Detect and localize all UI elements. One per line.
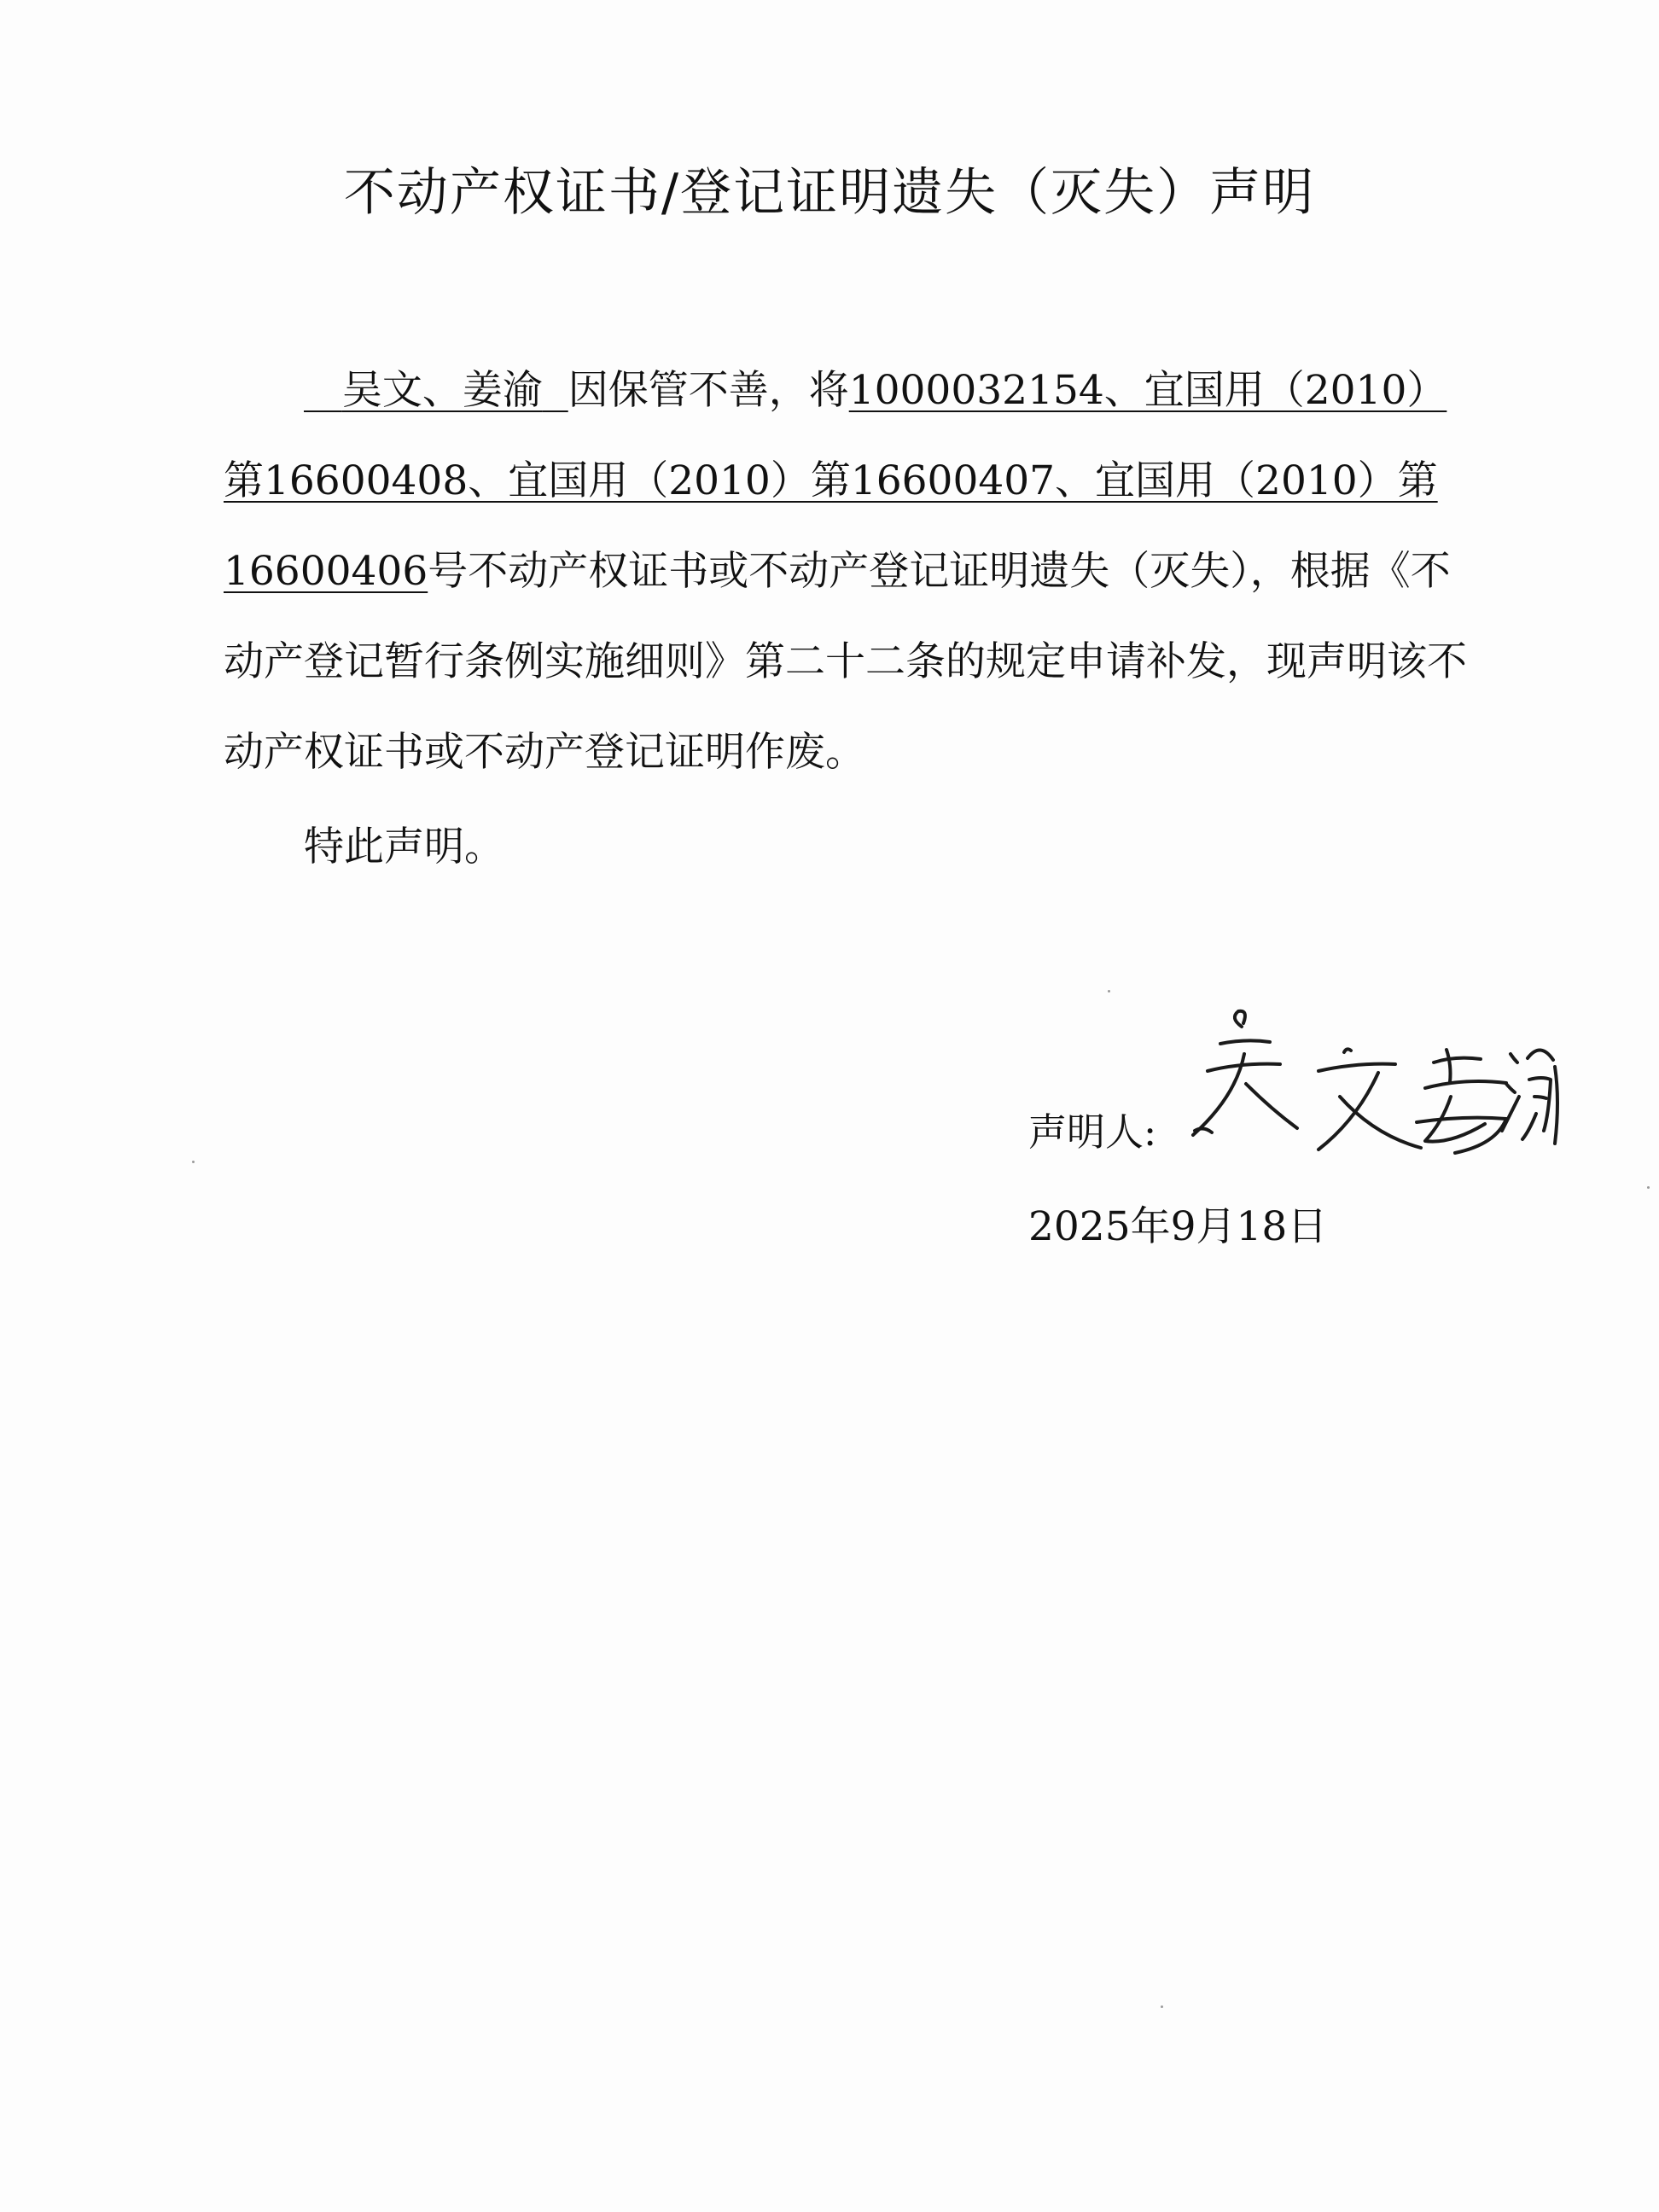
owner-names: 吴文、姜渝 [341,367,543,414]
certificate-numbers: 1000032154、宜国用（2010）第16600408、宜国用（2010）第16600407、宜国用（2010）第16600406 [224,367,1447,595]
closing-remark: 特此声明。 [304,824,504,870]
statement-body [224,346,1487,798]
scan-speck [1161,2005,1163,2008]
document-title: 不动产权证书/登记证明遗失（灭失）声明 [343,163,1316,223]
scan-speck [192,1161,195,1163]
statement-paragraph [224,346,1487,798]
statement-text-1: 因保管不善，将 [568,367,849,414]
scan-speck [1108,990,1110,992]
statement-text-2: 号不动产权证书或不动产登记证明遗失（灭失），根据《不动产登记暂行条例实施细则》第二十二条的规定申请补发，现声明该不动产权证书或不动产登记证明作废。 [224,548,1467,776]
handwritten-signature [1161,1003,1562,1173]
signer-label: 声明人: [1028,1109,1157,1155]
scan-speck [1647,1186,1650,1189]
statement-date: 2025年9月18日 [1028,1203,1328,1250]
